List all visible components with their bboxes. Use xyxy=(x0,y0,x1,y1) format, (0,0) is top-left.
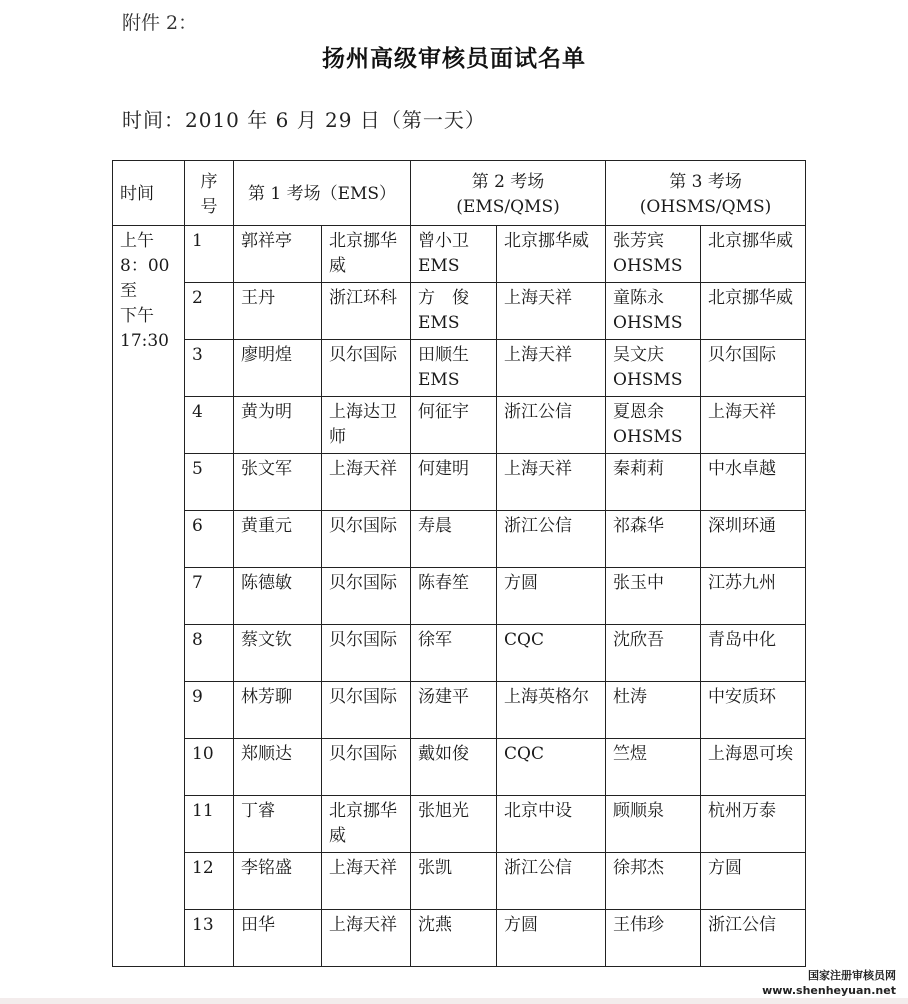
header-room-3-title: 第 3 考场 xyxy=(669,171,742,192)
room2-auditor-name: 何征宇 xyxy=(418,402,469,422)
row-seq: 10 xyxy=(185,739,234,796)
room2-org: 北京挪华威 xyxy=(497,226,606,283)
room2-org: 上海天祥 xyxy=(497,454,606,511)
room2-auditor xyxy=(411,283,497,340)
room2-auditor-tag: EMS xyxy=(418,370,460,390)
room3-auditor-name: 秦莉莉 xyxy=(613,459,665,479)
room2-org: CQC xyxy=(497,739,606,796)
header-seq-line1: 序 xyxy=(200,171,218,192)
room2-auditor-name: 张凯 xyxy=(418,858,452,878)
room1-auditor: 郭祥亭 xyxy=(234,226,322,283)
room3-org: 上海恩可埃 xyxy=(701,739,806,796)
room1-org: 贝尔国际 xyxy=(322,625,411,682)
room3-org: 贝尔国际 xyxy=(701,340,806,397)
header-room-1: 第 1 考场（EMS） xyxy=(234,161,411,226)
table-row xyxy=(113,568,806,625)
room3-auditor-name: 杜涛 xyxy=(613,687,648,707)
room1-auditor: 黄为明 xyxy=(234,397,322,454)
room2-auditor-name: 何建明 xyxy=(418,459,469,479)
header-time: 时间 xyxy=(113,161,185,226)
room1-org: 贝尔国际 xyxy=(322,340,411,397)
room2-auditor-name: 寿晨 xyxy=(418,516,452,536)
room3-auditor xyxy=(606,511,701,568)
room2-org: 上海天祥 xyxy=(497,340,606,397)
room1-auditor: 黄重元 xyxy=(234,511,322,568)
room1-org: 上海天祥 xyxy=(322,853,411,910)
room3-auditor-name: 徐邦杰 xyxy=(613,858,665,878)
room3-auditor-tag: OHSMS xyxy=(613,256,683,276)
table-row xyxy=(113,397,806,454)
header-room-2-title: 第 2 考场 xyxy=(471,171,545,192)
room3-auditor xyxy=(606,283,701,340)
room2-org: 浙江公信 xyxy=(497,853,606,910)
table-row xyxy=(113,739,806,796)
room1-auditor: 郑顺达 xyxy=(234,739,322,796)
header-room-2-systems: (EMS/QMS) xyxy=(456,196,560,217)
room3-auditor xyxy=(606,682,701,739)
room3-auditor xyxy=(606,397,701,454)
room1-auditor: 田华 xyxy=(234,910,322,967)
row-seq: 2 xyxy=(185,283,234,340)
room3-auditor xyxy=(606,739,701,796)
table-body xyxy=(113,226,806,967)
row-seq: 7 xyxy=(185,568,234,625)
table-row xyxy=(113,511,806,568)
room3-auditor xyxy=(606,853,701,910)
row-seq: 9 xyxy=(185,682,234,739)
room2-org: 北京中设 xyxy=(497,796,606,853)
room3-org: 青岛中化 xyxy=(701,625,806,682)
room2-auditor-tag: EMS xyxy=(418,256,460,276)
room2-auditor xyxy=(411,625,497,682)
room3-auditor xyxy=(606,910,701,967)
room3-auditor-tag: OHSMS xyxy=(613,370,683,390)
room3-org: 上海天祥 xyxy=(701,397,806,454)
room1-auditor: 林芳聊 xyxy=(234,682,322,739)
room3-auditor-tag: OHSMS xyxy=(613,427,683,447)
room2-auditor-tag: EMS xyxy=(418,313,460,333)
room1-org: 贝尔国际 xyxy=(322,568,411,625)
room3-org: 深圳环通 xyxy=(701,511,806,568)
room1-auditor: 廖明煌 xyxy=(234,340,322,397)
room2-auditor-name: 戴如俊 xyxy=(418,744,469,764)
room3-auditor-name: 张芳宾 xyxy=(613,231,665,251)
room2-auditor-name: 汤建平 xyxy=(418,687,469,707)
room3-auditor-name: 张玉中 xyxy=(613,573,665,593)
room3-auditor xyxy=(606,340,701,397)
room3-auditor-name: 竺煜 xyxy=(613,744,648,764)
room3-auditor-name: 吴文庆 xyxy=(613,345,665,365)
table-row xyxy=(113,853,806,910)
room3-auditor-name: 顾顺泉 xyxy=(613,801,665,821)
room3-org: 中安质环 xyxy=(701,682,806,739)
table-row xyxy=(113,454,806,511)
room3-auditor xyxy=(606,454,701,511)
time-to: 至 xyxy=(120,281,137,301)
site-watermark xyxy=(762,968,896,998)
room3-org: 北京挪华威 xyxy=(701,283,806,340)
attachment-label: 附件 2： xyxy=(122,12,198,34)
room1-org: 浙江环科 xyxy=(322,283,411,340)
time-end-label: 下午 xyxy=(120,306,154,326)
time-block xyxy=(113,226,185,967)
room3-org: 江苏九州 xyxy=(701,568,806,625)
room2-org: CQC xyxy=(497,625,606,682)
room1-auditor: 李铭盛 xyxy=(234,853,322,910)
room3-auditor xyxy=(606,568,701,625)
page-title: 扬州高级审核员面试名单 xyxy=(322,45,586,72)
room2-auditor xyxy=(411,454,497,511)
header-room-3 xyxy=(606,161,806,226)
room2-auditor-name: 田顺生 xyxy=(418,345,469,365)
row-seq: 1 xyxy=(185,226,234,283)
table-row xyxy=(113,625,806,682)
header-room-2 xyxy=(411,161,606,226)
table-row xyxy=(113,226,806,283)
room2-auditor-name: 张旭光 xyxy=(418,801,469,821)
room3-org: 方圆 xyxy=(701,853,806,910)
room1-org: 北京挪华威 xyxy=(322,796,411,853)
time-start-label: 上午 xyxy=(120,231,154,251)
room2-auditor-name: 方 俊 xyxy=(418,288,469,308)
room2-auditor xyxy=(411,682,497,739)
row-seq: 5 xyxy=(185,454,234,511)
room2-auditor xyxy=(411,910,497,967)
room3-org: 北京挪华威 xyxy=(701,226,806,283)
room2-auditor xyxy=(411,511,497,568)
site-name: 国家注册审核员网 xyxy=(808,969,896,982)
room3-auditor xyxy=(606,226,701,283)
row-seq: 6 xyxy=(185,511,234,568)
row-seq: 3 xyxy=(185,340,234,397)
row-seq: 13 xyxy=(185,910,234,967)
room3-org: 杭州万泰 xyxy=(701,796,806,853)
interview-schedule-table xyxy=(112,160,806,967)
room1-org: 贝尔国际 xyxy=(322,682,411,739)
site-url: www.shenheyuan.net xyxy=(762,984,896,997)
room2-auditor xyxy=(411,568,497,625)
header-seq xyxy=(185,161,234,226)
row-seq: 8 xyxy=(185,625,234,682)
room2-auditor xyxy=(411,739,497,796)
room2-org: 上海英格尔 xyxy=(497,682,606,739)
room1-org: 上海天祥 xyxy=(322,910,411,967)
room2-auditor xyxy=(411,853,497,910)
header-seq-line2: 号 xyxy=(200,196,218,217)
room1-org: 贝尔国际 xyxy=(322,739,411,796)
room2-org: 浙江公信 xyxy=(497,397,606,454)
table-row xyxy=(113,796,806,853)
room1-org: 上海达卫师 xyxy=(322,397,411,454)
header-room-3-systems: (OHSMS/QMS) xyxy=(639,196,772,217)
room1-auditor: 王丹 xyxy=(234,283,322,340)
row-seq: 11 xyxy=(185,796,234,853)
room2-auditor xyxy=(411,397,497,454)
table-row xyxy=(113,910,806,967)
room2-org: 浙江公信 xyxy=(497,511,606,568)
room3-auditor xyxy=(606,625,701,682)
room1-auditor: 蔡文钦 xyxy=(234,625,322,682)
room2-auditor xyxy=(411,796,497,853)
room2-auditor-name: 沈燕 xyxy=(418,915,452,935)
row-seq: 4 xyxy=(185,397,234,454)
room2-org: 方圆 xyxy=(497,568,606,625)
room3-org: 中水卓越 xyxy=(701,454,806,511)
room2-auditor-name: 徐军 xyxy=(418,630,452,650)
table-row xyxy=(113,682,806,739)
bottom-strip xyxy=(0,998,908,1004)
room2-auditor xyxy=(411,340,497,397)
room1-auditor: 丁睿 xyxy=(234,796,322,853)
room3-auditor-name: 童陈永 xyxy=(613,288,665,308)
room2-auditor-name: 曾小卫 xyxy=(418,231,469,251)
room1-auditor: 张文军 xyxy=(234,454,322,511)
room1-org: 北京挪华威 xyxy=(322,226,411,283)
time-end: 17:30 xyxy=(120,331,169,351)
room3-auditor xyxy=(606,796,701,853)
room3-auditor-name: 王伟珍 xyxy=(613,915,665,935)
room3-auditor-tag: OHSMS xyxy=(613,313,683,333)
room3-auditor-name: 祁森华 xyxy=(613,516,665,536)
room1-auditor: 陈德敏 xyxy=(234,568,322,625)
table-row xyxy=(113,340,806,397)
date-line: 时间：2010 年 6 月 29 日（第一天） xyxy=(122,108,486,132)
room2-auditor-name: 陈春笙 xyxy=(418,573,469,593)
room3-auditor-name: 夏恩余 xyxy=(613,402,665,422)
table-header-row xyxy=(113,161,806,226)
table-row xyxy=(113,283,806,340)
room2-org: 方圆 xyxy=(497,910,606,967)
room2-auditor xyxy=(411,226,497,283)
room3-org: 浙江公信 xyxy=(701,910,806,967)
row-seq: 12 xyxy=(185,853,234,910)
room3-auditor-name: 沈欣吾 xyxy=(613,630,665,650)
time-start: 8：00 xyxy=(120,256,170,276)
room1-org: 上海天祥 xyxy=(322,454,411,511)
room2-org: 上海天祥 xyxy=(497,283,606,340)
room1-org: 贝尔国际 xyxy=(322,511,411,568)
